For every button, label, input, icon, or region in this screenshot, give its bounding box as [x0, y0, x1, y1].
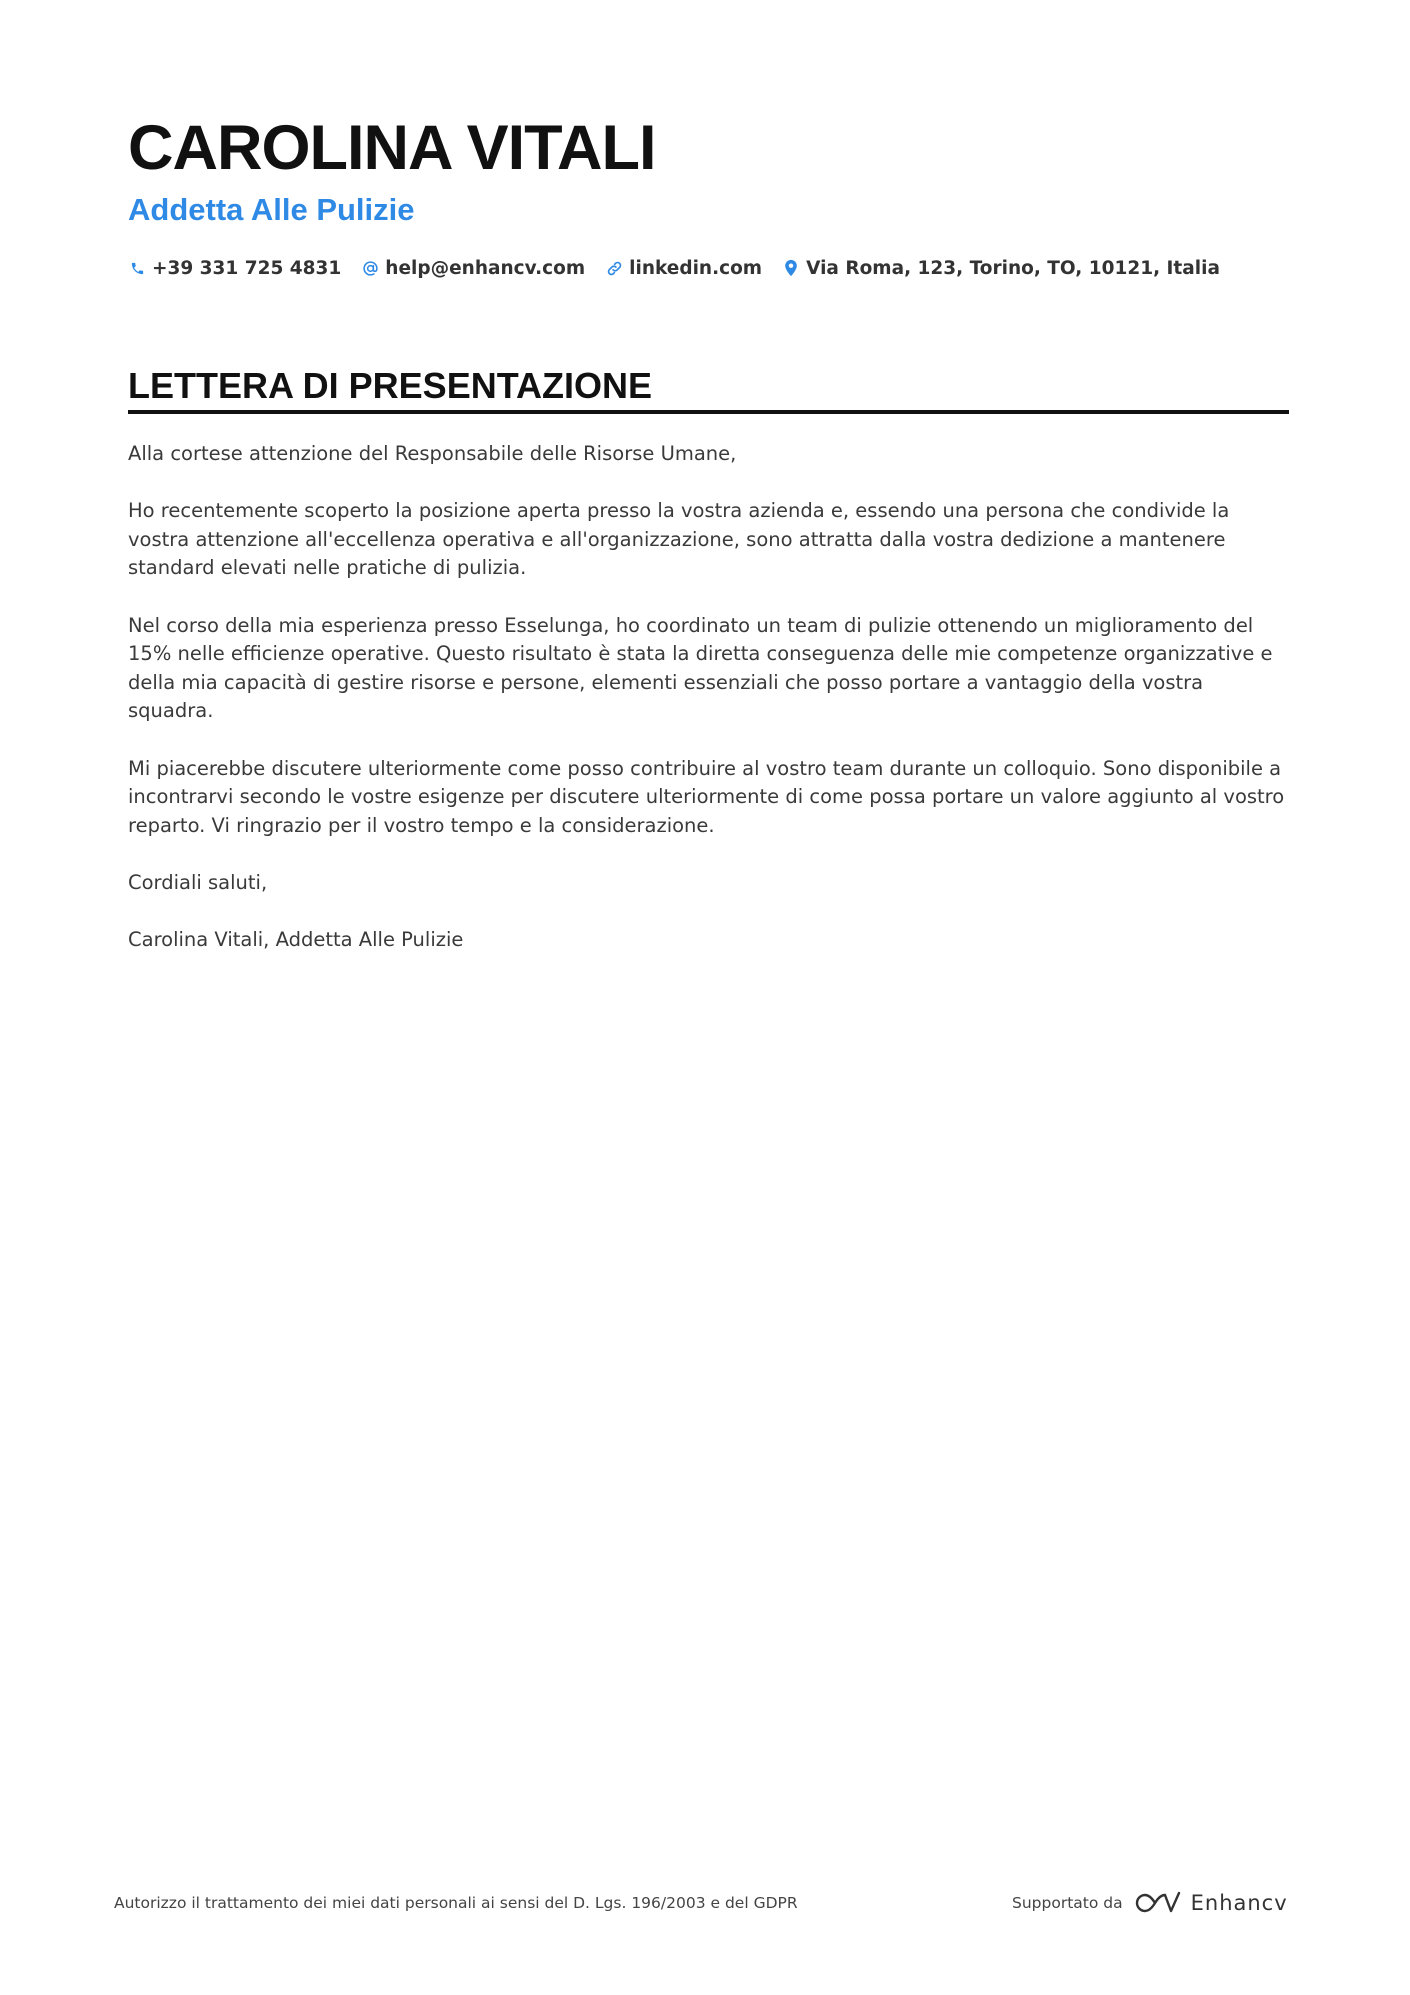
contact-linkedin-text: linkedin.com — [629, 257, 763, 279]
letter-paragraph: Ho recentemente scoperto la posizione aperta presso la vostra azienda e, essendo una persona che condivide la vostra attenzione all'eccellenza operativa e all'organizzazione, sono attratta dalla vostra dedizione a mantenere standard elevati nelle pratiche di pulizia. — [128, 499, 1230, 580]
contact-bar — [128, 253, 1240, 283]
candidate-name: CAROLINA VITALI — [128, 113, 656, 183]
candidate-role: Addetta Alle Pulizie — [128, 192, 415, 227]
at-icon — [361, 257, 379, 279]
letter-signature: Carolina Vitali, Addetta Alle Pulizie — [128, 928, 464, 952]
letter-closing: Cordiali saluti, — [128, 870, 268, 894]
letter-body — [128, 440, 1293, 983]
contact-phone — [128, 257, 341, 279]
enhancv-logo-icon — [1135, 1890, 1181, 1916]
letter-paragraph: Mi piacerebbe discutere ulteriormente come posso contribuire al vostro team durante un colloquio. Sono disponibile a incontrarvi secondo le vostre esigenze per discutere ulteriormente di come possa portare un valore aggiunto al vostro reparto. Vi ringrazio per il vostro tempo e la considerazione. — [128, 756, 1285, 837]
letter-paragraph: Nel corso della mia esperienza presso Esselunga, ho coordinato un team di pulizie ottenendo un miglioramento del 15% nelle efficienze operative. Questo risultato è stata la diretta conseguenza delle mie competenze organizzative e della mia capacità di gestire risorse e persone, elementi essenziali che posso portare a vantaggio della vostra squadra. — [128, 613, 1273, 723]
location-pin-icon — [782, 257, 800, 279]
letter-salutation: Alla cortese attenzione del Responsabile delle Risorse Umane, — [128, 442, 737, 465]
contact-email-text: help@enhancv.com — [385, 257, 586, 279]
powered-by-label: Supportato da — [1012, 1894, 1123, 1912]
powered-by[interactable] — [1012, 1886, 1288, 1920]
contact-address-text: Via Roma, 123, Torino, TO, 10121, Italia — [806, 257, 1220, 279]
contact-email[interactable] — [361, 257, 585, 279]
contact-linkedin[interactable] — [605, 257, 762, 279]
contact-address — [782, 257, 1220, 279]
phone-icon — [128, 257, 146, 279]
link-icon — [605, 257, 623, 279]
privacy-consent-note: Autorizzo il trattamento dei miei dati personali ai sensi del D. Lgs. 196/2003 e del GDPR — [114, 1894, 798, 1912]
contact-phone-text: +39 331 725 4831 — [152, 257, 342, 279]
enhancv-brand: Enhancv — [1190, 1891, 1288, 1915]
section-divider — [128, 410, 1289, 414]
section-title: LETTERA DI PRESENTAZIONE — [128, 365, 653, 406]
